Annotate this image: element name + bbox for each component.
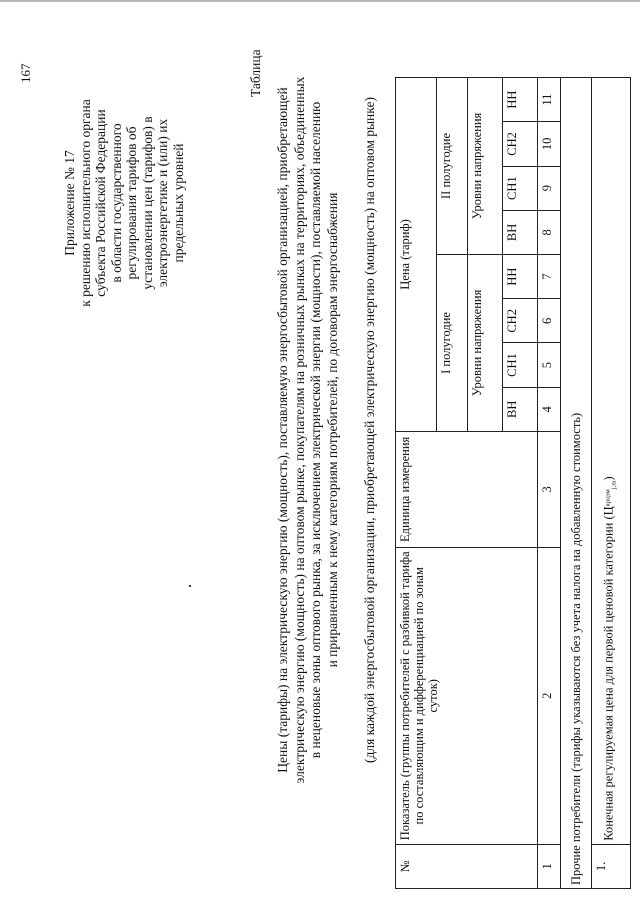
appendix-line: к решению исполнительного органа bbox=[77, 99, 93, 307]
appendix-line: регулирования тарифов об bbox=[124, 126, 139, 280]
section-row bbox=[561, 78, 592, 889]
header-levels-half2: Уровни напряжения bbox=[468, 78, 503, 255]
level-vn: ВН bbox=[503, 387, 538, 431]
level-sn2: СН2 bbox=[503, 299, 538, 343]
header-indicator: Показатель (группы потребителей с разбивкой тарифа по составляющим и дифференциацией по зонам суток) bbox=[396, 547, 538, 844]
tariff-table bbox=[395, 77, 631, 889]
col-number: 6 bbox=[538, 299, 561, 343]
title-line: в неценовые зоны оптового рынка, за исключением электрической энергии (мощности), поставляемой населению bbox=[308, 101, 323, 759]
table-label: Таблица bbox=[248, 49, 263, 97]
col-number: 3 bbox=[538, 431, 561, 547]
header-half1: I полугодие bbox=[437, 254, 468, 431]
row-close: ) bbox=[601, 476, 616, 481]
row-indicator bbox=[592, 78, 631, 845]
section-other-consumers: Прочие потребители (тарифы указываются без учета налога на добавленную стоимость) bbox=[561, 78, 592, 889]
level-vn: ВН bbox=[503, 210, 538, 254]
appendix-line: предельных уровней bbox=[170, 143, 186, 263]
header-no: № bbox=[396, 844, 538, 888]
appendix-line: субъекта Российской Федерации bbox=[93, 109, 108, 297]
appendix-line: установлении цен (тарифов) в bbox=[139, 116, 155, 290]
level-nn: НН bbox=[503, 78, 538, 122]
table-row bbox=[592, 78, 631, 889]
col-number: 5 bbox=[538, 343, 561, 387]
level-nn: НН bbox=[503, 254, 538, 298]
row-number: 1. bbox=[592, 844, 631, 888]
level-sn1: СН1 bbox=[503, 166, 538, 210]
col-number: 1 bbox=[538, 844, 561, 888]
column-number-row bbox=[538, 78, 561, 889]
col-number: 10 bbox=[538, 122, 561, 166]
level-sn1: СН1 bbox=[503, 343, 538, 387]
header-levels-half1: Уровни напряжения bbox=[468, 254, 503, 431]
row-text: Конечная регулируемая цена для первой ценовой категории (Ц bbox=[601, 506, 616, 841]
document-subtitle: (для каждой энергосбытовой организации, приобретающей электрическую энергию (мощность) на оптовом рынке) bbox=[362, 97, 377, 764]
col-number: 2 bbox=[538, 547, 561, 844]
col-number: 11 bbox=[538, 78, 561, 122]
row-subscript: j,m bbox=[610, 480, 618, 490]
header-unit: Единица измерения bbox=[396, 431, 538, 547]
col-number: 7 bbox=[538, 254, 561, 298]
title-line: Цены (тарифы) на электрическую энергию (мощность), поставляемую энергосбытовой организацией, приобретающей bbox=[275, 87, 290, 773]
page-number: 167 bbox=[18, 63, 33, 83]
title-line: электрическую энергию (мощность) на оптовом рынке, покупателям на розничных рынках на территориях, объединенных bbox=[291, 76, 307, 784]
scan-edge bbox=[0, 0, 640, 2]
scan-speck bbox=[189, 585, 191, 587]
col-number: 8 bbox=[538, 210, 561, 254]
appendix-line: электроэнергетике и (или) их bbox=[155, 118, 170, 288]
level-sn2: СН2 bbox=[503, 122, 538, 166]
header-price: Цена (тариф) bbox=[396, 78, 437, 432]
row-superscript: крцэм bbox=[603, 489, 611, 507]
appendix-line: Приложение № 17 bbox=[62, 150, 77, 256]
title-line: и приравненным к нему категориям потребителей, по договорам энергоснабжения bbox=[324, 192, 340, 668]
appendix-line: в области государственного bbox=[108, 123, 124, 283]
document-title bbox=[275, 50, 341, 810]
header-half2: II полугодие bbox=[437, 78, 468, 255]
appendix-header bbox=[62, 53, 186, 353]
col-number: 9 bbox=[538, 166, 561, 210]
col-number: 4 bbox=[538, 387, 561, 431]
